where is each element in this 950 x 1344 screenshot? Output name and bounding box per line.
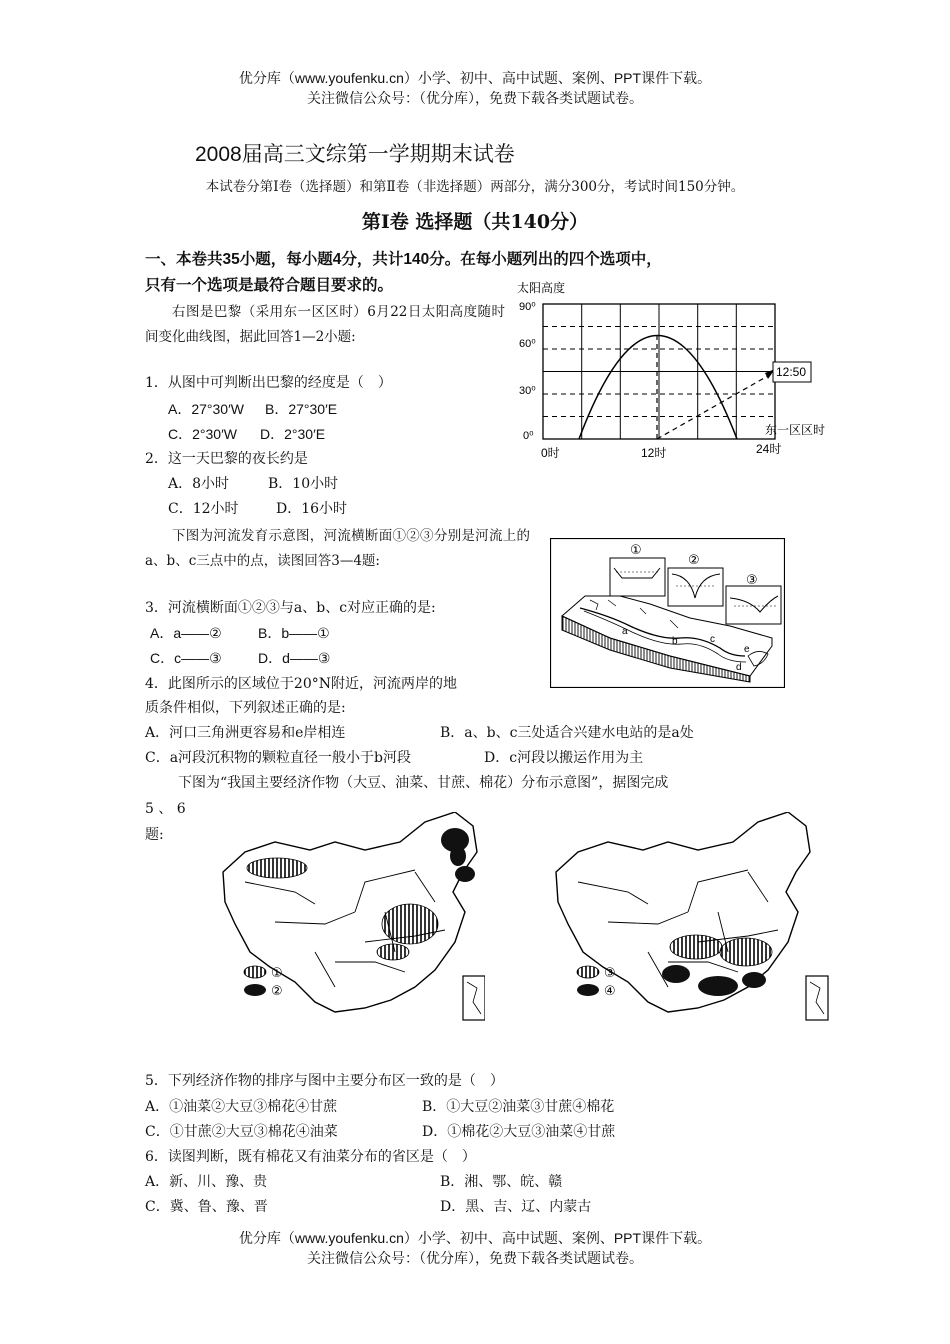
q4-stem-line-1: 4．此图所示的区域位于20°N附近，河流两岸的地 xyxy=(145,676,457,692)
q5-option-b: B．①大豆②油菜③甘蔗④棉花 xyxy=(422,1099,615,1115)
crop-map-left xyxy=(215,812,485,1027)
intro-q5-6-line-1: 下图为“我国主要经济作物（大豆、油菜、甘蔗、棉花）分布示意图”，据图完成 xyxy=(178,775,669,791)
q2-stem: 2．这一天巴黎的夜长约是 xyxy=(145,451,308,467)
crop-area-1-north-china xyxy=(382,904,438,944)
china-outline-right xyxy=(556,812,810,1012)
legend-swatch-1 xyxy=(244,966,266,978)
point-label-b: b xyxy=(672,636,678,647)
crop-area-4-yunnan xyxy=(662,965,690,983)
section-label-1: ① xyxy=(630,542,642,557)
section-heading: 第Ⅰ卷 选择题（共140分） xyxy=(361,211,589,233)
q3-option-b: B．b——① xyxy=(258,625,330,641)
intro-q3-4: 下图为河流发育示意图，河流横断面①②③分别是河流上的a、b、c三点中的点，读图回答3—4题: xyxy=(145,528,530,569)
q4-option-c: C．a河段沉积物的颗粒直径一般小于b河段 xyxy=(145,750,412,766)
q3-option-d: D．d——③ xyxy=(258,650,331,666)
legend-swatch-2 xyxy=(244,984,266,996)
chart-gridlines xyxy=(543,304,775,439)
crop-area-4-guangdong xyxy=(742,972,766,988)
y-tick-60: 60⁰ xyxy=(519,338,536,350)
q6-option-c: C．冀、鲁、豫、晋 xyxy=(145,1199,268,1215)
time-zone-label: 东一区区时 xyxy=(765,423,826,437)
time-offset-line xyxy=(657,373,773,439)
page-title: 2008届高三文综第一学期期末试卷 xyxy=(195,143,515,166)
sun-altitude-curve xyxy=(579,336,737,440)
crop-area-1-xinjiang xyxy=(247,858,307,878)
point-label-c: c xyxy=(710,634,715,645)
cross-section-box-3 xyxy=(726,586,781,624)
header-line-2: 关注微信公众号：（优分库），免费下载各类试题试卷。 xyxy=(307,90,643,106)
q6-stem: 6．读图判断，既有棉花又有油菜分布的省区是（ ） xyxy=(145,1149,476,1165)
q4-stem-line-2: 质条件相似，下列叙述正确的是: xyxy=(145,700,346,716)
q1-option-a: A．27°30′W xyxy=(168,401,244,417)
crop-area-2-jilin xyxy=(455,866,475,882)
q6-option-a: A．新、川、豫、贵 xyxy=(145,1174,268,1190)
q4-option-d: D．c河段以搬运作用为主 xyxy=(484,750,644,766)
q2-option-d: D．16小时 xyxy=(276,501,348,517)
legend-swatch-3 xyxy=(577,966,599,978)
legend-label-3: ③ xyxy=(604,965,616,980)
q2-option-a: A．8小时 xyxy=(168,476,230,492)
q1-option-d: D．2°30′E xyxy=(260,426,326,442)
legend-label-4: ④ xyxy=(604,983,616,998)
legend-swatch-4 xyxy=(577,984,599,996)
point-label-d: d xyxy=(736,662,742,673)
part-instructions-line-2: 只有一个选项是最符合题目要求的。 xyxy=(145,277,394,294)
river-development-diagram xyxy=(550,538,785,688)
q3-stem: 3．河流横断面①②③与a、b、c对应正确的是: xyxy=(145,600,436,616)
q5-option-d: D．①棉花②大豆③油菜④甘蔗 xyxy=(422,1124,616,1140)
crop-area-1-yangtze xyxy=(377,944,409,960)
sun-altitude-chart xyxy=(515,277,845,467)
section-label-3: ③ xyxy=(746,572,758,587)
section-label-2: ② xyxy=(688,552,700,567)
legend-label-2: ② xyxy=(271,983,283,998)
q1-option-b: B．27°30′E xyxy=(265,401,338,417)
intro-q5-6-line-2: 5 、 6 xyxy=(145,801,186,817)
cross-section-box-2 xyxy=(668,568,723,606)
exam-subtitle: 本试卷分第Ⅰ卷（选择题）和第Ⅱ卷（非选择题）两部分，满分300分，考试时间150分钟。 xyxy=(205,179,745,195)
china-outline-left xyxy=(223,812,477,1012)
crop-map-right xyxy=(548,812,833,1027)
q1-option-c: C．2°30′W xyxy=(168,426,237,442)
legend-label-1: ① xyxy=(271,965,283,980)
q6-option-d: D．黑、吉、辽、内蒙古 xyxy=(440,1199,592,1215)
intro-q1-2: 右图是巴黎（采用东一区区时）6月22日太阳高度随时间变化曲线图，据此回答1—2小题: xyxy=(145,304,505,345)
q5-option-a: A．①油菜②大豆③棉花④甘蔗 xyxy=(145,1099,338,1115)
q6-option-b: B．湘、鄂、皖、赣 xyxy=(440,1174,563,1190)
crop-area-3-middle-yangtze xyxy=(720,938,772,966)
crop-area-3-sichuan xyxy=(670,935,722,959)
point-label-e: e xyxy=(744,644,750,655)
part-instructions-line-1: 一、本卷共35小题，每小题4分，共计140分。在每小题列出的四个选项中， xyxy=(145,251,662,268)
x-tick-24: 24时 xyxy=(756,442,782,456)
x-tick-12: 12时 xyxy=(641,446,667,460)
y-tick-90: 90⁰ xyxy=(519,301,536,313)
q4-option-b: B．a、b、c三处适合兴建水电站的是a处 xyxy=(440,725,694,741)
q4-option-a: A．河口三角洲更容易和e岸相连 xyxy=(145,725,346,741)
crop-area-2-east xyxy=(450,846,466,866)
q1-stem: 1．从图中可判断出巴黎的经度是（ ） xyxy=(145,375,392,391)
q3-option-c: C．c——③ xyxy=(150,650,222,666)
y-tick-30: 30⁰ xyxy=(519,385,536,397)
q5-stem: 5．下列经济作物的排序与图中主要分布区一致的是（ ） xyxy=(145,1073,504,1089)
footer-line-2: 关注微信公众号：（优分库），免费下载各类试题试卷。 xyxy=(307,1250,643,1266)
q5-option-c: C．①甘蔗②大豆③棉花④油菜 xyxy=(145,1124,338,1140)
x-tick-0: 0时 xyxy=(541,446,560,460)
q3-option-a: A．a——② xyxy=(150,625,222,641)
callout-label: 12:50 xyxy=(776,365,807,379)
q2-option-c: C．12小时 xyxy=(168,501,239,517)
cross-section-box-1 xyxy=(610,558,665,596)
chart-ylabel: 太阳高度 xyxy=(517,281,566,295)
y-tick-0: 0⁰ xyxy=(523,430,534,442)
intro-q5-6-line-3: 题: xyxy=(145,827,164,843)
point-label-a: a xyxy=(622,626,628,637)
header-line-1: 优分库（www.youfenku.cn）小学、初中、高中试题、案例、PPT课件下载。 xyxy=(238,70,712,86)
footer-line-1: 优分库（www.youfenku.cn）小学、初中、高中试题、案例、PPT课件下载。 xyxy=(238,1230,712,1246)
crop-area-4-guangxi xyxy=(698,976,738,996)
q2-option-b: B．10小时 xyxy=(268,476,339,492)
